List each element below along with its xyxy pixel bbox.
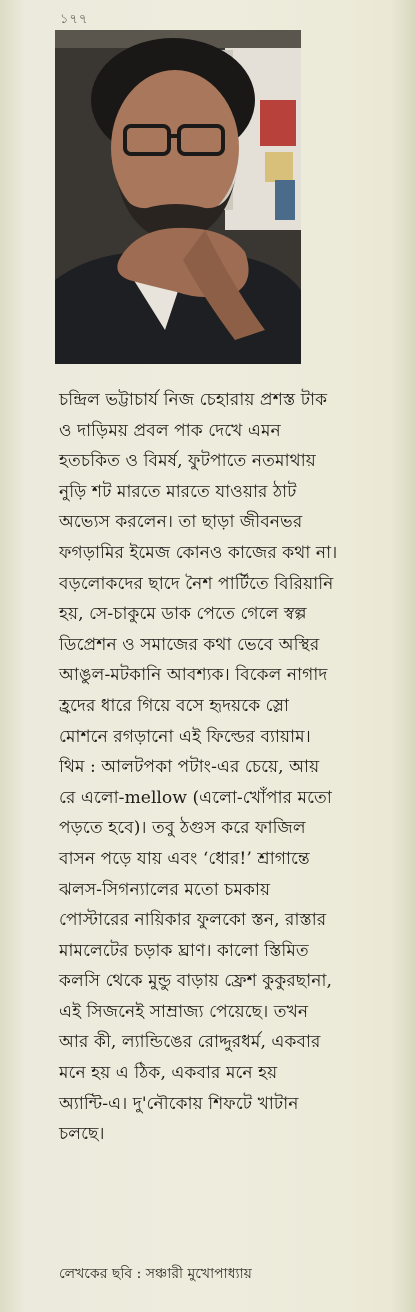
blurb-line: হয়, সে-চাকুমে ডাক পেতে গেলে স্বল্প [59,604,307,625]
blurb-line: এই সিজনেই সাম্রাজ্য পেয়েছে। তখন [59,1001,309,1022]
blurb-line: আঙুল-মটকানি আবশ্যক। বিকেল নাগাদ [59,665,328,686]
blurb-line: মনে হয় এ ঠিক, একবার মনে হয় [59,1063,278,1084]
blurb-line: নুড়ি শট মারতে মারতে যাওয়ার ঠাট [59,481,297,502]
blurb-line: পড়তে হবে)। তবু ঠগুস করে ফাজিল [59,818,306,839]
blurb-line: ও দাড়িময় প্রবল পাক দেখে এমন [59,420,281,441]
page-number: ১৭৭ [60,12,89,27]
blurb-line: মোশনে রগড়ানো এই ফিল্ডের ব্যায়াম। [59,726,311,747]
blurb-line: ফগড়ামির ইমেজ কোনও কাজের কথা না। [59,542,338,563]
blurb-line: চন্দ্রিল ভট্টাচার্য নিজ চেহারায় প্রশস্ত টাক [59,390,328,410]
author-portrait-image [55,30,301,364]
blurb-line: ডিপ্রেশন ও সমাজের কথা ভেবে অস্থির [59,634,320,655]
blurb-line: চলছে। [59,1124,105,1145]
blurb-line: বড়লোকদের ছাদে নৈশ পার্টিতে বিরিয়ানি [59,573,334,594]
author-blurb [59,385,404,1150]
blurb-line: ঝলস-সিগন্যালের মতো চমকায় [59,879,271,900]
photo-credit: লেখকের ছবি : সঞ্চারী মুখোপাধ্যায় [59,1266,252,1282]
blurb-line: অ্যান্টি-এ। দু'নৌকোয় শিফটে খাটান [59,1093,299,1114]
blurb-line: থিম : আলটপকা পটাং-এর চেয়ে, আয় [59,757,320,778]
blurb-line: আর কী, ল্যান্ডিঙের রোদ্দুরধর্ম, একবার [59,1032,321,1053]
blurb-line: কলসি থেকে মুন্ডু বাড়ায় ফ্রেশ কুকুরছানা, [59,971,332,992]
blurb-line: পোস্টারের নায়িকার ফুলকো স্তন, রাস্তার [59,910,327,931]
blurb-line: অভ্যেস করলেন। তা ছাড়া জীবনভর [59,512,303,533]
blurb-line: মামলেটের চড়াক ঘ্রাণ। কালো স্তিমিত [59,940,309,961]
blurb-line: রে এলো-mellow (এলো-খোঁপার মতো [59,787,332,808]
blurb-line: বাসন পড়ে যায় এবং ‘ধোর!’ শ্রাগান্তে [59,848,310,869]
blurb-line: হ্রদের ধারে গিয়ে বসে হৃদয়কে স্লো [59,695,289,716]
blurb-line: হতচকিত ও বিমর্ষ, ফুটপাতে নতমাথায় [59,451,316,472]
author-photo [55,30,301,364]
